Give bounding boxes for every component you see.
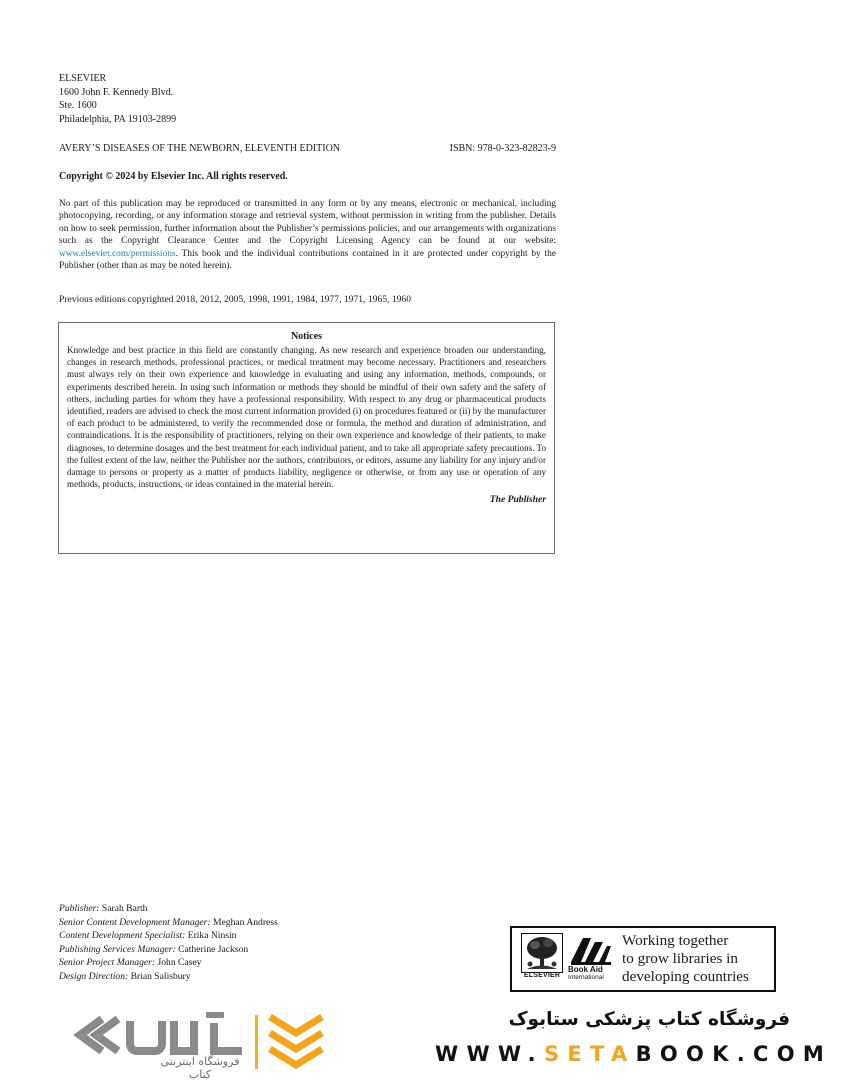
elsevier-tree-icon	[521, 933, 563, 973]
credit-role: Senior Content Development Manager:	[59, 916, 211, 928]
elsevier-label: ELSEVIER	[523, 972, 561, 979]
credit-name: Sarah Barth	[101, 903, 148, 914]
setabook-footer	[0, 993, 844, 1080]
book-aid-icon	[569, 934, 613, 966]
book-aid-banner	[510, 926, 776, 992]
address-line-3: Philadelphia, PA 19103-2899	[59, 113, 177, 125]
url-prefix: WWW.	[435, 1042, 544, 1066]
book-aid-sub: International	[568, 974, 604, 981]
address-line-1: 1600 John F. Kennedy Blvd.	[59, 86, 174, 98]
credit-name: Meghan Andress	[213, 916, 278, 928]
shop-url[interactable]	[435, 1042, 832, 1066]
book-aid-slogan	[622, 932, 749, 986]
credit-role: Publisher:	[59, 903, 100, 914]
credit-row	[59, 943, 278, 957]
slogan-line-1: Working together	[622, 932, 729, 949]
credit-role: Content Development Specialist:	[59, 930, 186, 942]
notices-body: Knowledge and best practice in this field are constantly changing. As new research and experience broaden our understanding, changes in research methods, professional practices, or medical treatment may become necessary. Practitioners and researchers must always rely on their own experience and knowledge in evaluating and using any information, methods, compounds, or experiments described herein. In using such information or methods they should be mindful of their own safety and the safety of others, including parties for whom they have a professional responsibility. With respect to any drug or pharmaceutical products identified, readers are advised to check the most current information provided (i) on procedures featured or (ii) by the manufacturer of each product to be administered, to verify the recommended dose or formula, the method and duration of administration, and contraindications. It is the responsibility of practitioners, relying on their own experience and knowledge of their patients, to make diagnoses, to determine dosages and the best treatment for each individual patient, and to take all appropriate safety precautions. To the fullest extent of the law, neither the Publisher nor the authors, contributors, or editors, assume any liability for any injury and/or damage to persons or property as a matter of products liability, negligence or otherwise, or from any use or operation of any methods, products, instructions, or ideas contained in the material herein.	[67, 345, 546, 490]
notices-signature: The Publisher	[489, 494, 546, 506]
book-title: AVERY’S DISEASES OF THE NEWBORN, ELEVENTH EDITION	[59, 143, 341, 154]
credit-name: Brian Salisbury	[130, 970, 191, 982]
address-line-2: Ste. 1600	[59, 100, 97, 111]
credit-role: Senior Project Manager:	[59, 957, 156, 969]
publisher-address	[59, 72, 176, 126]
shop-name: فروشگاه کتاب پزشکی ستابوک	[508, 1009, 790, 1030]
credit-row	[59, 929, 278, 943]
slogan-line-3: developing countries	[622, 968, 749, 985]
credit-row	[59, 902, 278, 916]
isbn: ISBN: 978-0-323-82823-9	[449, 143, 556, 154]
credit-role: Design Direction:	[59, 970, 129, 982]
book-aid-org: Book Aid	[568, 965, 603, 974]
credit-row	[59, 956, 278, 970]
logo-subtitle: فروشگاه اینترنتی کتاب	[160, 1055, 240, 1080]
notices-heading: Notices	[290, 331, 323, 342]
notices-box	[58, 322, 555, 554]
publisher-name: ELSEVIER	[59, 73, 107, 84]
credit-name: Catherine Jackson	[178, 943, 249, 955]
slogan-line-2: to grow libraries in	[622, 950, 738, 967]
production-credits	[59, 902, 278, 984]
rights-text-start: No part of this publication may be reproduced or transmitted in any form or by any means, electronic or mechanical, including photocopying, recording, or any information storage and retrieval system, without permission in writing from the publisher. Details on how to seek permission, further information about the Publisher’s permissions policies, and our arrangements with organizations such as the Copyright Clearance Center and the Copyright Licensing Agency can be found at our website:	[59, 199, 556, 247]
rights-text-end: . This book and the individual contributions contained in it are protected under copyright by the Publisher (other than as may be noted herein).	[59, 248, 556, 272]
copyright-line: Copyright © 2024 by Elsevier Inc. All rights reserved.	[59, 171, 288, 182]
credit-row	[59, 916, 278, 930]
rights-paragraph	[59, 198, 556, 272]
credit-name: Erika Ninsin	[187, 930, 237, 942]
credit-row	[59, 970, 278, 984]
credit-name: John Casey	[157, 957, 202, 969]
previous-editions: Previous editions copyrighted 2018, 2012, 2005, 1998, 1991, 1984, 1977, 1971, 1965, 1960	[59, 294, 412, 305]
url-suffix: BOOK.COM	[635, 1042, 833, 1066]
book-aid-name	[568, 966, 616, 982]
credit-role: Publishing Services Manager:	[59, 943, 176, 955]
permissions-link[interactable]: www.elsevier.com/permissions	[59, 248, 176, 259]
url-highlight: SETA	[543, 1042, 636, 1066]
